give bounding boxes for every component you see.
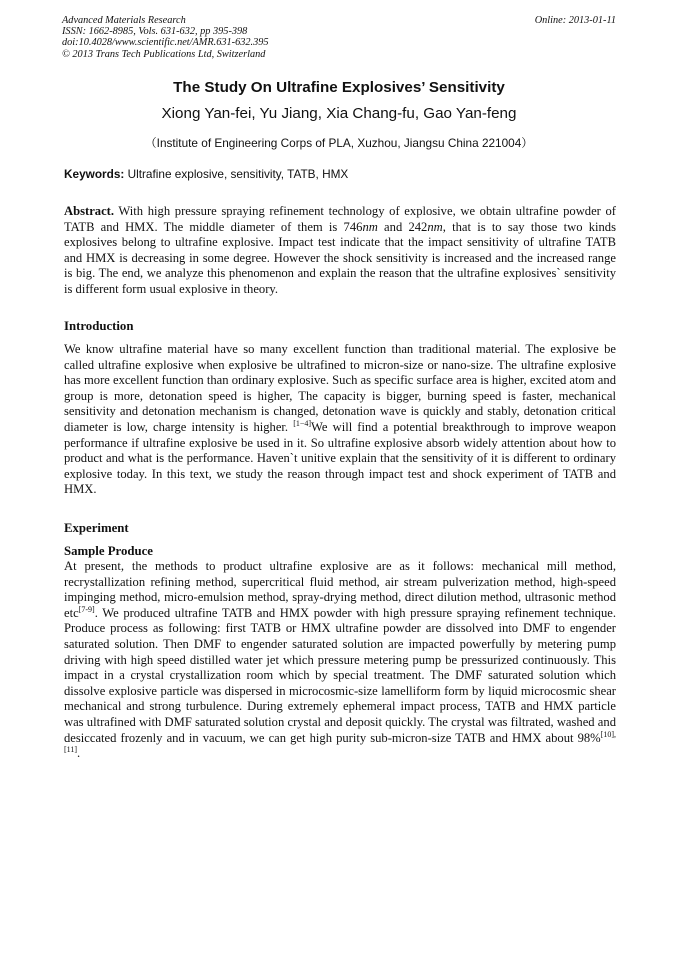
sample-produce-heading: Sample Produce: [64, 544, 153, 558]
abstract-text-2: and 242: [377, 219, 428, 234]
intro-text-1: We know ultrafine material have so many excellent function than traditional material. The explosive be called ultrafine explosive when explosive be ultrafined to micron-size or nano-size. The ultrafine explosive has more excellent function than ordinary explosive. Such as specific surface area is higher, excited atom and group is more, detonation speed is higher, The capacity is bigger, burning speed is faster, mechanical sensitivity and detonation mechanism is changed, detonation wave is quickly and stably, detonation critical diameter is low, charge intensity is higher.: [64, 342, 616, 434]
introduction-heading: Introduction: [64, 319, 134, 333]
online-date: Online: 2013-01-11: [534, 15, 616, 26]
abstract-label: Abstract.: [64, 204, 115, 218]
affiliation: （Institute of Engineering Corps of PLA, Xuzhou, Jiangsu China 221004）: [144, 136, 534, 150]
citation-ref: [1−4]: [293, 418, 312, 428]
citation-ref: [10], [11]: [64, 729, 616, 754]
keywords: [64, 167, 616, 181]
sample-produce-paragraph: [64, 559, 616, 762]
sample-text-3: .: [77, 746, 81, 761]
doi-line: doi:10.4028/www.scientific.net/AMR.631-632.395: [62, 37, 269, 49]
keywords-text: Ultrafine explosive, sensitivity, TATB, HMX: [124, 167, 349, 181]
introduction-paragraph: [64, 342, 616, 498]
sample-text-1: At present, the methods to product ultrafine explosive are as it follows: mechanical mill method, recrystallization refining method, supercritical fluid method, air stream pulverization method, high-speed impinging method, micro-emulsion method, spray-drying method, direct dilution method, ultrasonic method etc: [64, 559, 616, 620]
copyright-line: © 2013 Trans Tech Publications Ltd, Switzerland: [62, 48, 266, 60]
keywords-label: Keywords:: [64, 167, 125, 181]
sample-text-2: . We produced ultrafine TATB and HMX powder with high pressure spraying refinement technique. Produce process as following: first TATB or HMX ultrafine powder are dissolved into DMF to engender saturated solution. Then DMF to engender saturated solution are impacted powerfully by metering pump driving with high speed distilled water jet which pressure metering pump be pressurized continuously. This impact in a crystal crystallization room which by special treatment. The DMF saturated solution which dissolve explosive particle was dispersed in microcosmic-size lamelliform form by liquid microcosmic shear mechanical and strong turbulence. During extremely ephemeral impact process, TATB and HMX particle was ultrafined with DMF saturated solution crystal and deposit quickly. The crystal was filtrated, washed and desiccated frozenly and in vacuum, we can get high purity sub-micron-size TATB and HMX about 98%: [64, 605, 616, 745]
intro-text-2: We will find a potential breakthrough to improve weapon performance if ultrafine explosive be used in it. So ultrafine explosive absorb widely attention about how to product and what is the performance. Haven`t unitive explain that the sensitivity of it is different to ordinary explosive today. In this text, we study the reason through impact test and shock experiment of TATB and HMX.: [64, 419, 616, 497]
journal-name: Advanced Materials Research: [62, 15, 186, 26]
unit-nm-1: nm: [362, 219, 378, 234]
journal-header: [62, 15, 616, 60]
experiment-heading: Experiment: [64, 521, 129, 535]
abstract: [64, 204, 616, 298]
abstract-text-1: With high pressure spraying refinement technology of explosive, we obtain ultrafine powder of TATB and HMX. The middle diameter of them is 746: [64, 204, 616, 234]
unit-nm-2: nm: [427, 219, 443, 234]
issn-line: ISSN: 1662-8985, Vols. 631-632, pp 395-398: [62, 26, 248, 38]
abstract-text-3: , that is to say those two kinds explosives belong to ultrafine explosive. Impact test indicate that the impact sensitivity of ultrafine TATB and HMX is decreasing in some degree. However the shock sensitivity is increased and the increased range is big. The end, we analyze this phenomenon and explain the reason that the ultrafine explosives` sensitivity is different form usual explosive in theory.: [64, 219, 617, 296]
author-list: Xiong Yan-fei, Yu Jiang, Xia Chang-fu, Gao Yan-feng: [161, 105, 517, 122]
paper-title: The Study On Ultrafine Explosives’ Sensitivity: [173, 79, 505, 96]
citation-ref: [7-9]: [78, 604, 95, 614]
